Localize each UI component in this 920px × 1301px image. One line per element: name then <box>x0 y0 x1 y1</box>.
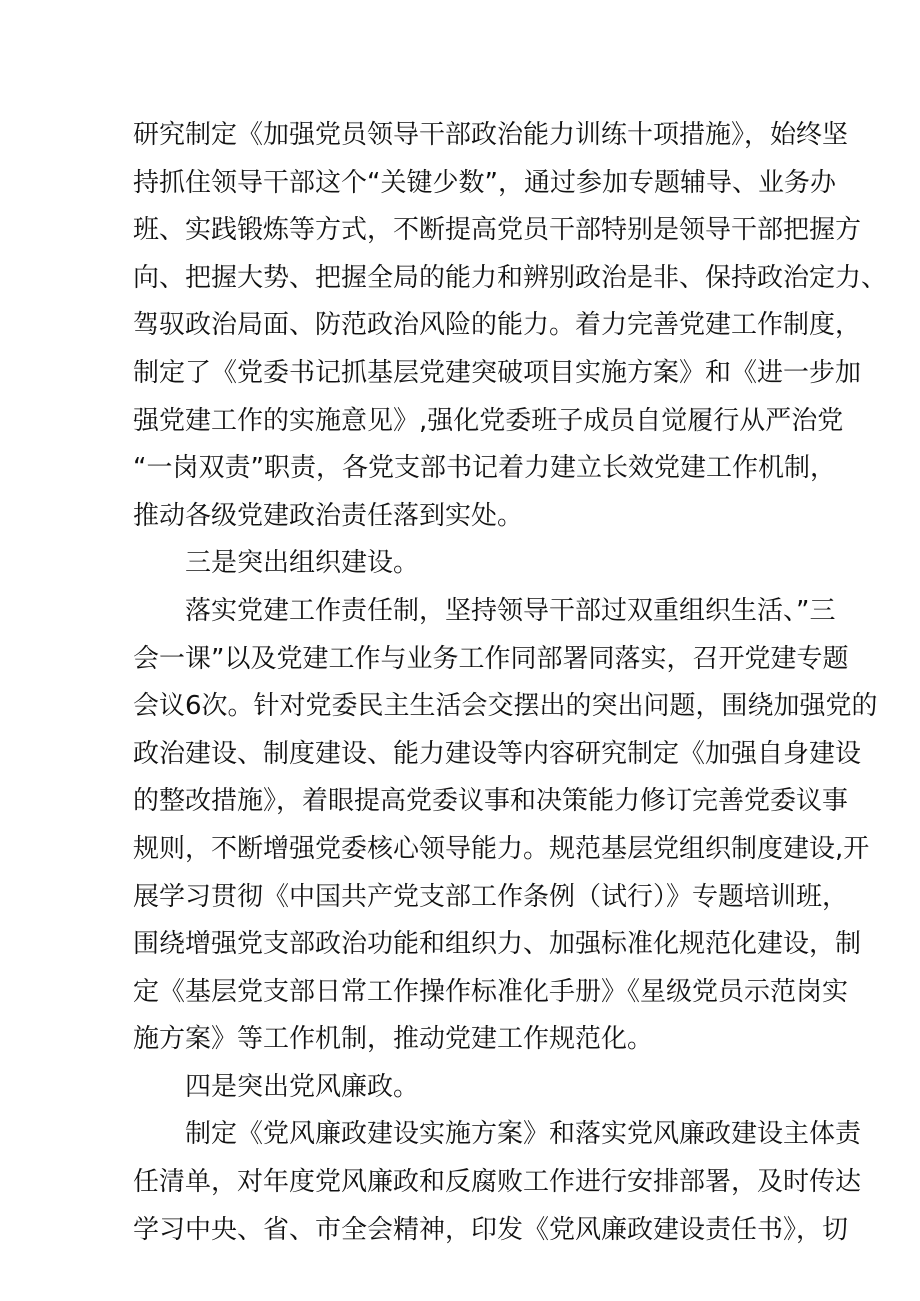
section-heading-text: 四是突出党风廉政。 <box>185 1071 420 1102</box>
text-line: 向、把握大势、把握全局的能力和辨别政治是非、保持政治定力、 <box>133 262 888 293</box>
text-line: 制定《党风廉政建设实施方案》和落实党风廉政建设主体责 <box>185 1119 862 1150</box>
text-line: 驾驭政治局面、防范政治风险的能力。着力完善党建工作制度， <box>133 310 862 341</box>
text-line: “一岗双责”职责，各党支部书记着力建立长效党建工作机制， <box>133 453 836 484</box>
section-heading-integrity <box>133 1064 793 1112</box>
text-line: 围绕增强党支部政治功能和组织力、加强标准化规范化建设，制 <box>133 929 862 960</box>
text-line: 的整改措施》，着眼提高党委议事和决策能力修订完善党委议事 <box>133 786 849 817</box>
paragraph-5 <box>133 1111 862 1254</box>
section-heading-text: 三是突出组织建设。 <box>185 548 420 579</box>
document-body <box>133 112 888 1254</box>
text-line: 会一课”以及党建工作与业务工作同部署同落实，召开党建专题 <box>133 643 849 674</box>
paragraph-1 <box>133 112 888 540</box>
text-line: 落实党建工作责任制，坚持领导干部过双重组织生活、”三 <box>185 595 836 626</box>
text-line: 会议6次。针对党委民主生活会交摆出的突出问题，围绕加强党的 <box>133 691 878 722</box>
text-line: 定《基层党支部日常工作操作标准化手册》《星级党员示范岗实 <box>133 976 849 1007</box>
text-line: 强党建工作的实施意见》,强化党委班子成员自觉履行从严治党 <box>133 405 844 436</box>
text-line: 持抓住领导干部这个“关键少数”，通过参加专题辅导、业务办 <box>133 167 836 198</box>
text-line: 制定了《党委书记抓基层党建突破项目实施方案》和《进一步加 <box>133 357 862 388</box>
text-line: 展学习贯彻《中国共产党支部工作条例（试行）》专题培训班， <box>133 881 849 912</box>
text-line: 推动各级党建政治责任落到实处。 <box>133 500 524 531</box>
text-line: 任清单，对年度党风廉政和反腐败工作进行安排部署，及时传达 <box>133 1167 862 1198</box>
text-line: 施方案》等工作机制，推动党建工作规范化。 <box>133 1024 654 1055</box>
section-heading-organization <box>133 540 793 588</box>
text-line: 规则，不断增强党委核心领导能力。规范基层党组织制度建设,开 <box>133 833 870 864</box>
text-line: 研究制定《加强党员领导干部政治能力训练十项措施》，始终坚 <box>133 120 849 150</box>
text-line: 班、实践锻炼等方式，不断提高党员干部特别是领导干部把握方 <box>133 215 862 246</box>
text-line: 政治建设、制度建设、能力建设等内容研究制定《加强自身建设 <box>133 738 862 769</box>
text-line: 学习中央、省、市全会精神，印发《党风廉政建设责任书》，切 <box>133 1214 849 1245</box>
paragraph-3 <box>133 588 878 1064</box>
